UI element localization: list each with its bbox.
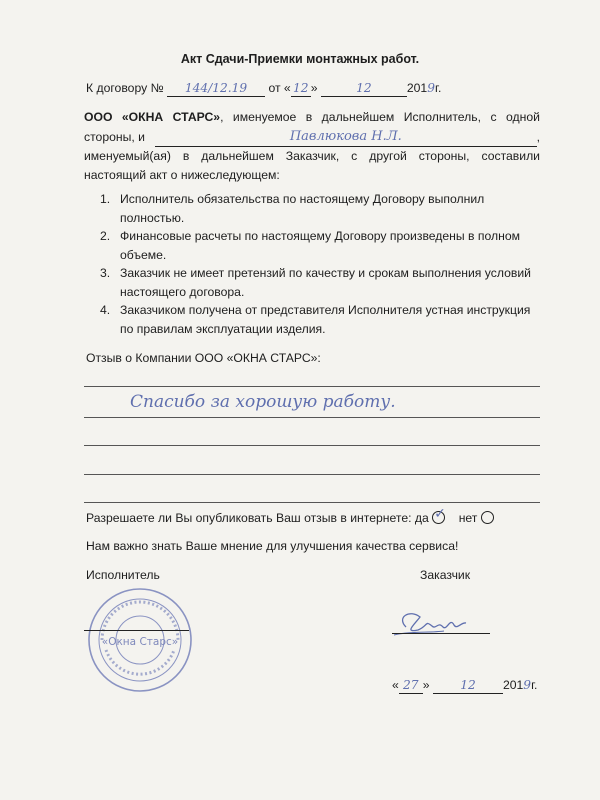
review-line-2 [84, 417, 540, 418]
signature-date: « 27 » 12 2019г. [392, 678, 538, 692]
review-line-5 [84, 502, 540, 503]
contract-day: 12 [291, 80, 311, 97]
list-item: 2. Финансовые расчеты по настоящему Договору произведены в полном объеме. [100, 229, 521, 262]
contract-prefix: К договору № [86, 81, 164, 95]
important-note: Нам важно знать Ваше мнение для улучшения качества сервиса! [86, 539, 459, 553]
review-line-4 [84, 474, 540, 475]
yes-checkbox[interactable] [432, 506, 446, 524]
publish-question: Разрешаете ли Вы опубликовать Ваш отзыв в интернете: да [86, 511, 429, 525]
intro-text-2: стороны, и [84, 130, 145, 144]
company-stamp-icon [86, 586, 194, 694]
list-item: 3. Заказчик не имеет претензий по качеству и срокам выполнения условий настоящего договора. [100, 266, 531, 299]
review-text: Спасибо за хорошую работу. [130, 392, 396, 412]
terms-list [100, 190, 545, 338]
company-name: ООО «ОКНА СТАРС» [84, 110, 221, 124]
list-item: 4. Заказчиком получена от представителя Исполнителя устная инструкция по правилам эксплуатации изделия. [100, 303, 531, 336]
customer-name: Павлюкова Н.Л. [155, 127, 537, 147]
review-line-3 [84, 445, 540, 446]
document-title: Акт Сдачи-Приемки монтажных работ. [180, 52, 420, 66]
review-label: Отзыв о Компании ООО «ОКНА СТАРС»: [86, 351, 321, 365]
list-item: 1. Исполнитель обязательства по настоящему Договору выполнил полностью. [100, 192, 485, 225]
review-line-1 [84, 386, 540, 387]
signature-day: 27 [399, 677, 423, 694]
intro-paragraph [84, 108, 540, 185]
executor-label: Исполнитель [86, 568, 160, 582]
contract-quote-close: » [310, 81, 318, 95]
stamp-text: «Окна Старс» [101, 636, 179, 648]
intro-comma: , [536, 130, 540, 144]
contract-month: 12 [321, 80, 407, 97]
customer-signature-line [392, 633, 490, 634]
publish-no-label: нет [458, 511, 478, 525]
contract-year-prefix: 201 [406, 81, 428, 95]
checkmark-icon: ✓ [434, 506, 446, 522]
intro-text-3: именуемый(ая) в дальнейшем Заказчик, с другой стороны, составили [84, 149, 540, 163]
contract-from: от « [268, 81, 291, 95]
executor-signature-line [84, 630, 189, 631]
contract-year-suffix: г. [434, 81, 442, 95]
contract-year-digit: 9 [427, 81, 435, 95]
contract-line [86, 80, 441, 97]
signature-year-digit: 9 [523, 678, 532, 692]
customer-label: Заказчик [420, 568, 471, 582]
no-checkbox[interactable] [481, 511, 494, 524]
publish-line [86, 506, 494, 526]
intro-text-1: , именуемое в дальнейшем Исполнитель, с одной [220, 110, 540, 124]
contract-number: 144/12.19 [167, 80, 265, 97]
intro-text-4: настоящий акт о нижеследующем: [84, 168, 280, 182]
signature-month: 12 [433, 677, 503, 694]
